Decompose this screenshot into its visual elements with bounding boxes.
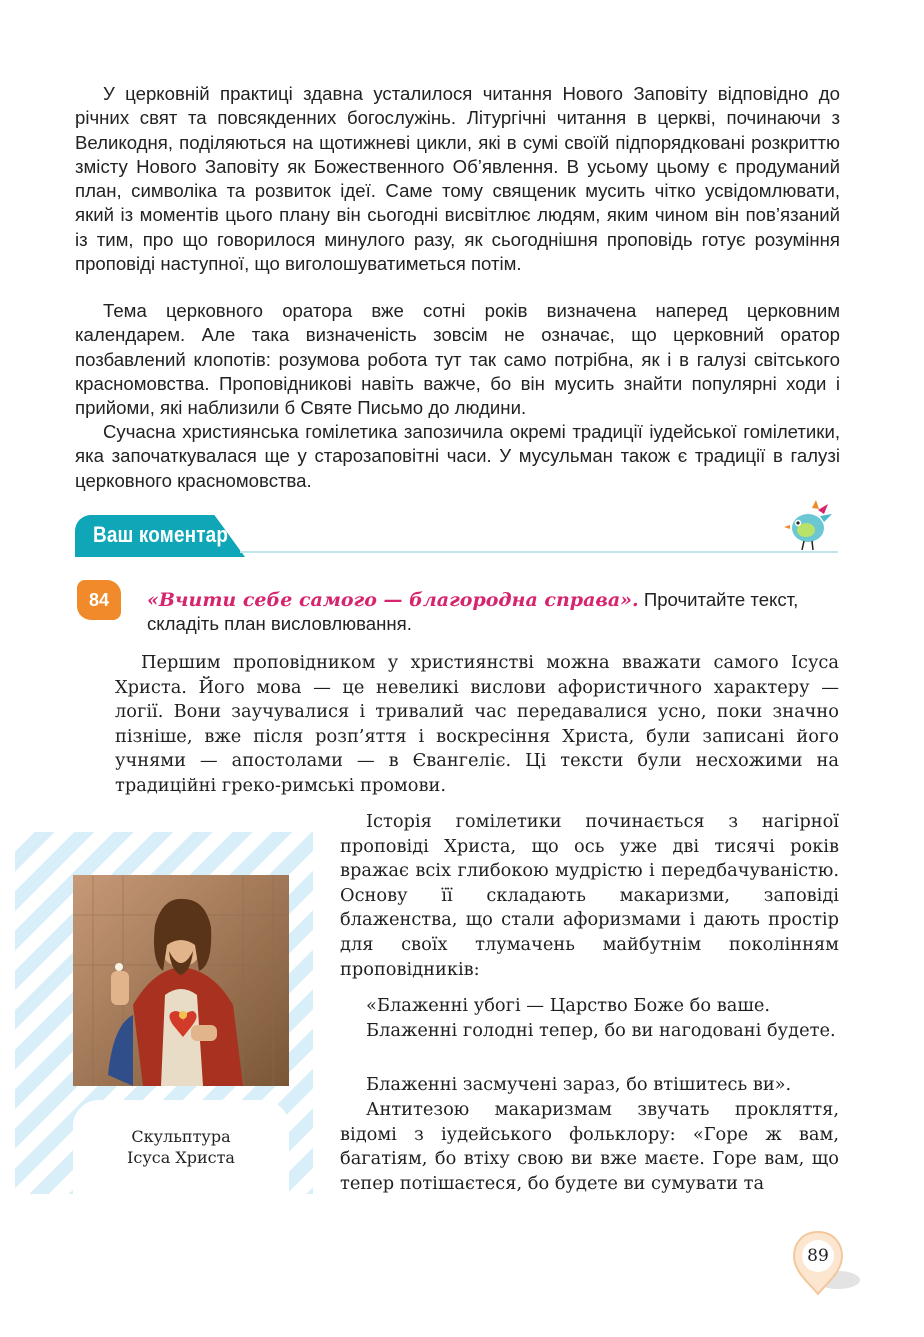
- jesus-sculpture-photo: [73, 875, 289, 1086]
- section-title: Ваш коментар: [93, 522, 229, 547]
- sculpture-illustration: [73, 875, 289, 1086]
- text-paragraph-1: Першим проповідником у християнстві можна вважати самого Ісуса Христа. Його мова — це невеликі вислови афористичного характеру — логії. Вони заучувалися і тривалий час передавалися усно, поки значно пізніше, вже після розп’яття і воскресіння Христа, були записані його учнями — апостолами — в Євангеліє. Ці тексти були несхожими на традиційні греко-римські промови.: [115, 652, 839, 796]
- text-paragraph-2: Історія гомілетики починається з нагірної проповіді Христа, що ось уже дві тисячі років вражає всіх глибокою мудрістю і передбачуваністю. Основу її складають макаризми, заповіді блаженства, що стали афоризмами і дають простір для своїх тлумачень майбутнім поколінням проповідників:: [340, 811, 839, 980]
- task-text: [147, 588, 842, 636]
- task-quote: «Вчити себе самого — благородна справа».: [147, 589, 639, 611]
- intro-paragraph-1: У церковній практиці здавна усталилося читання Нового Заповіту відповідно до річних свят та повсякденних богослужінь. Літургічні читання в церкві, починаючи з Великодня, поділяються на щотижневі цикли, які в сумі своїй підпорядковані розкриттю змісту Нового Заповіту як Божественного Об’явлення. В усьому цьому є продуманий план, символіка та розвиток ідеї. Саме тому священик мусить чітко усвідомлювати, який із моментів цього плану він сьогодні висвітлює людям, яким чином він пов’язаний із тим, про що говорилося минулого разу, як сьогоднішня проповідь готує розуміння проповіді наступної, що виголошуватиметься потім.: [75, 83, 840, 275]
- beatitude-1: «Блаженні убогі — Царство Боже бо ваше.: [366, 995, 771, 1016]
- bird-icon: [782, 498, 838, 552]
- page-number: 89: [807, 1246, 829, 1266]
- text-paragraph-3: Антитезою макаризмам звучать прокляття, відомі з іудейського фольклору: «Горе ж вам, багатіям, бо втіху свою ви вже маєте. Горе вам, що тепер потішаєтеся, бо будете ви сумувати та: [340, 1099, 839, 1194]
- beatitude-3: Блаженні засмучені зараз, бо втішитесь ви».: [366, 1074, 792, 1095]
- intro-paragraph-3: Сучасна християнська гомілетика запозичила окремі традиції іудейської гомілетики, яка започаткувалася ще у старозаповітні часи. У мусульман також є традиції в галузі церковного красномовства.: [75, 421, 840, 491]
- intro-paragraph-2: Тема церковного оратора вже сотні років визначена наперед церковним календарем. Але така визначеність зовсім не означає, що церковний оратор позбавлений клопотів: розумова робота тут так само потрібна, як і в галузі світського красномовства. Проповідникові навіть важче, бо він мусить знайти популярні ходи і прийоми, які наблизили б Святе Письмо до людини.: [75, 300, 840, 419]
- section-divider: [240, 551, 838, 553]
- figure-caption: Скульптура Ісуса Христа: [127, 1127, 235, 1167]
- task-instruction: Прочитайте текст, складіть план висловлювання.: [147, 589, 799, 634]
- beatitude-2: Блаженні голодні тепер, бо ви нагодовані будете.: [366, 1020, 836, 1041]
- task-number-badge: 84: [77, 580, 121, 620]
